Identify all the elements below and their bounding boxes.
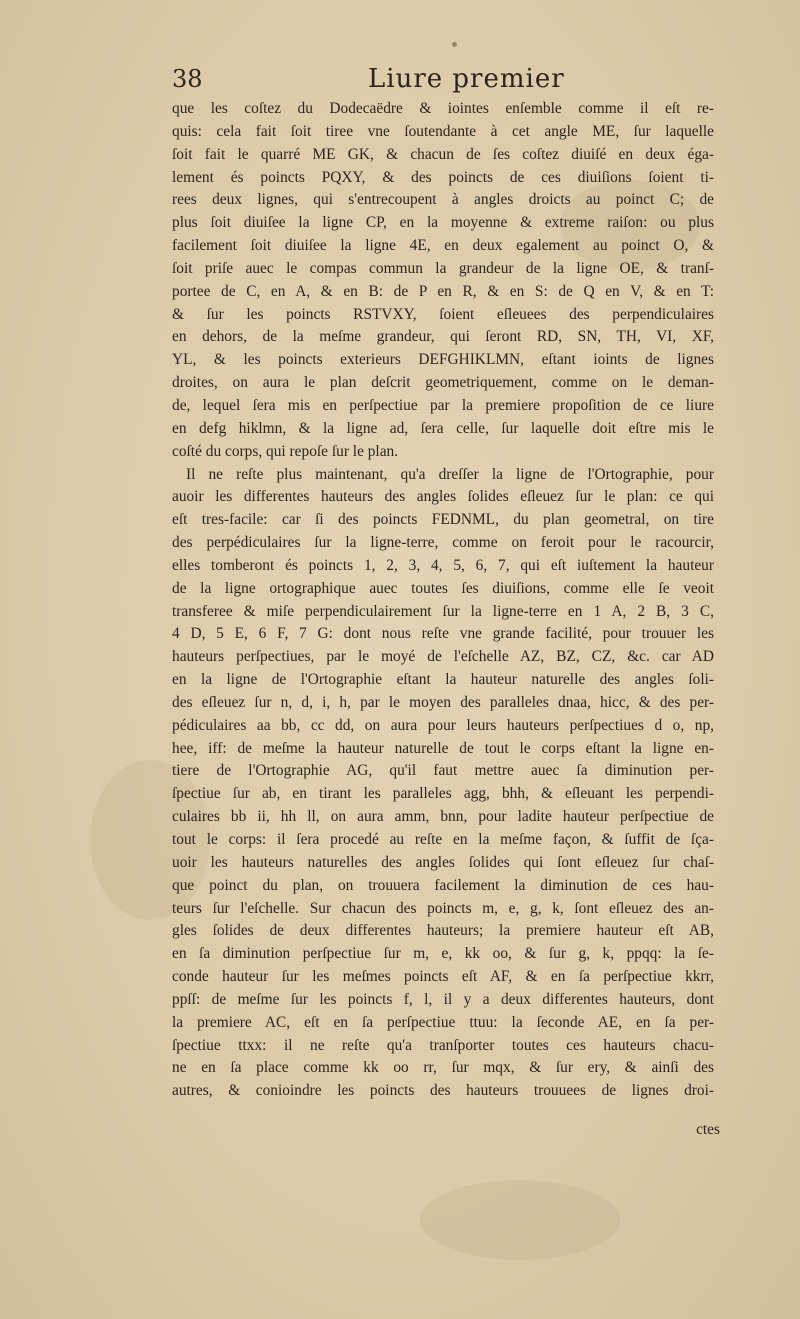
- text-line: gles ſolides de deux differentes hauteurs; la premiere hauteur eſt AB,: [172, 922, 714, 940]
- text-line: ſoit priſe auec le compas commun la grandeur de la ligne OE, & tranſ-: [172, 259, 714, 277]
- text-line: ſpectiue ttxx: il ne reſte qu'a tranſporter toutes ces hauteurs chacu-: [172, 1036, 714, 1054]
- text-line: & ſur les poincts RSTVXY, ſoient eſleuees des perpendiculaires: [172, 305, 714, 323]
- text-line: teurs ſur l'eſchelle. Sur chacun des poincts m, e, g, k, ſont eſleuez des an-: [172, 899, 714, 917]
- text-line: elles tomberont és poincts 1, 2, 3, 4, 5, 6, 7, qui eſt iuſtement la hauteur: [172, 556, 714, 574]
- text-line: en la ligne de l'Ortographie eſtant la hauteur naturelle des angles ſoli-: [172, 671, 714, 689]
- text-line: des eſleuez ſur n, d, i, h, par le moyen des paralleles dnaa, hicc, & des per-: [172, 693, 714, 711]
- text-line: des perpédiculaires ſur la ligne-terre, comme on feroit pour le racourcir,: [172, 534, 714, 552]
- text-line: de la ligne ortographique auec toutes ſes diuiſions, comme elle ſe veoit: [172, 579, 714, 597]
- text-line: hee, iff: de meſme la hauteur naturelle de tout le corps eſtant la ligne en-: [172, 739, 714, 757]
- text-line: en defg hiklmn, & la ligne ad, ſera celle, ſur laquelle doit eſtre mis le: [172, 419, 714, 437]
- text-line: que les coſtez du Dodecaëdre & iointes enſemble comme il eſt re-: [172, 100, 714, 117]
- page-header: [172, 62, 712, 96]
- text-line: YL, & les poincts exterieurs DEFGHIKLMN, eſtant ioints de lignes: [172, 351, 714, 369]
- text-line: la premiere AC, eſt en ſa perſpectiue ttuu: la ſeconde AE, en ſa per-: [172, 1013, 714, 1031]
- text-line: hauteurs perſpectiues, par le moyé de l'eſchelle AZ, BZ, CZ, &c. car AD: [172, 648, 714, 666]
- text-line: rees deux lignes, qui s'entrecoupent à angles droicts au poinct C; de: [172, 191, 714, 209]
- text-line: transferee & miſe perpendiculairement ſur la ligne-terre en 1 A, 2 B, 3 C,: [172, 602, 714, 620]
- text-line: lement és poincts PQXY, & des poincts de ces diuiſions ſoient ti-: [172, 168, 714, 186]
- text-line: autres, & conioindre les poincts des hauteurs trouuees de lignes droi-: [172, 1082, 714, 1100]
- text-line: tiere de l'Ortographie AG, qu'il faut mettre auec ſa diminution per-: [172, 762, 714, 780]
- text-line: en dehors, de la meſme grandeur, qui ſeront RD, SN, TH, VI, XF,: [172, 328, 714, 346]
- paper-stain: [420, 1180, 620, 1260]
- ink-speck: [452, 42, 457, 47]
- text-line: ne en ſa place comme kk oo rr, ſur mqx, & ſur ery, & ainſi des: [172, 1059, 714, 1077]
- text-line: culaires bb ii, hh ll, on aura amm, bnn, pour ladite hauteur perſpectiue de: [172, 808, 714, 826]
- text-line: de, lequel ſera mis en perſpectiue par la premiere propoſition de ce liure: [172, 396, 714, 414]
- text-line: Il ne reſte plus maintenant, qu'a dreſſer la ligne de l'Ortographie, pour: [186, 465, 714, 483]
- text-line: uoir les hauteurs naturelles des angles ſolides qui ſont eſleuez ſur chaſ-: [172, 853, 714, 871]
- text-line: que poinct du plan, on trouuera facilement la diminution de ces hau-: [172, 876, 714, 894]
- text-line: quis: cela fait ſoit tiree vne ſoutendante à cet angle ME, ſur laquelle: [172, 122, 714, 140]
- text-line: plus ſoit diuiſee la ligne CP, en la moyenne & extreme raiſon: ou plus: [172, 214, 714, 232]
- text-line: ſoit fait le quarré ME GK, & chacun de ſes coſtez diuiſé en deux éga-: [172, 145, 714, 163]
- page-number: 38: [172, 65, 203, 93]
- text-line: facilement ſoit diuiſee la ligne 4E, en deux egalement au poinct O, &: [172, 237, 714, 255]
- text-line: 4 D, 5 E, 6 F, 7 G: dont nous reſte vne grande facilité, pour trouuer les: [172, 625, 714, 643]
- text-line: portee de C, en A, & en B: de P en R, & en S: de Q en V, & en T:: [172, 282, 714, 300]
- text-line: eſt tres-facile: car ſi des poincts FEDNML, du plan geometral, on tire: [172, 511, 714, 529]
- text-line: conde hauteur ſur les meſmes poincts eſt AF, & en ſa perſpectiue kkrr,: [172, 968, 714, 986]
- text-line: auoir les differentes hauteurs des angles ſolides eſleuez ſur le plan: ce qui: [172, 488, 714, 506]
- text-line: ppſſ: de meſme ſur les poincts f, l, il y a deux differentes hauteurs, dont: [172, 990, 714, 1008]
- text-line: coſté du corps, qui repoſe ſur le plan.: [172, 442, 399, 460]
- text-line: droites, on aura le plan deſcrit geometriquement, comme on le deman-: [172, 374, 714, 392]
- text-line: en ſa diminution perſpectiue ſur m, e, kk oo, & ſur g, k, ppqq: la ſe-: [172, 945, 714, 963]
- running-title: Liure premier: [368, 64, 565, 94]
- text-line: pédiculaires aa bb, cc dd, on aura pour leurs hauteurs perſpectiues d o, np,: [172, 716, 714, 734]
- text-line: tout le corps: il ſera procedé au reſte en la meſme façon, & ſuffit de ſça-: [172, 831, 714, 848]
- body-text: [172, 98, 714, 1103]
- text-line: ſpectiue ſur ab, en tirant les paralleles agg, bhh, & eſleuant les perpendi-: [172, 785, 714, 803]
- catchword: ctes: [696, 1121, 720, 1138]
